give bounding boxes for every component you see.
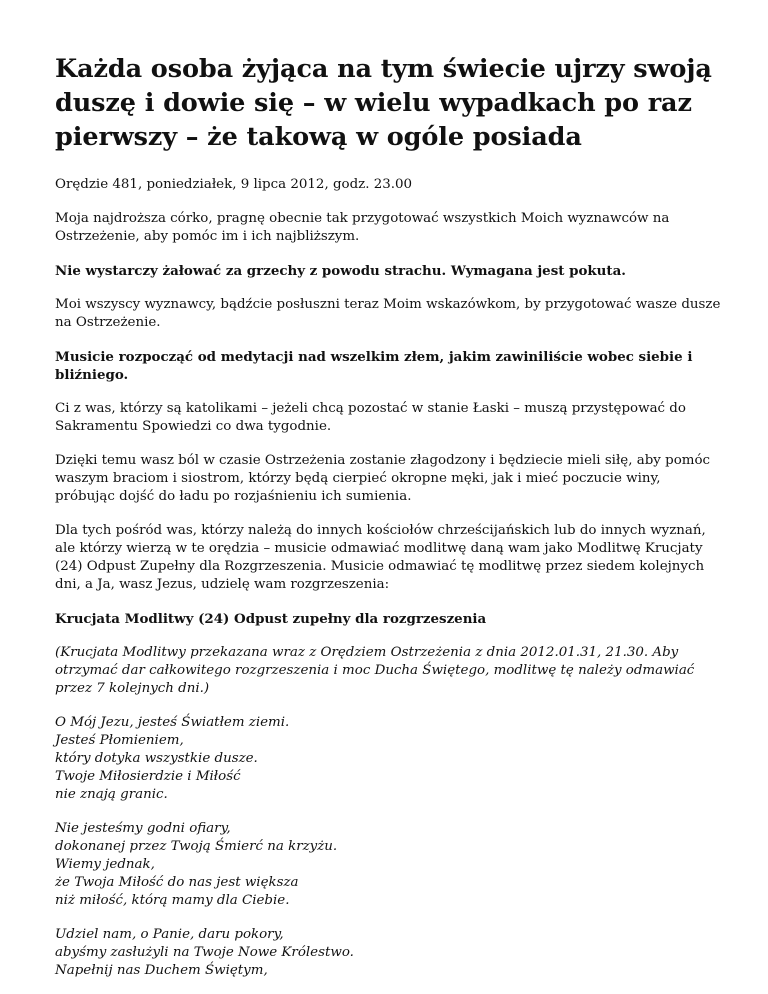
prayer-line: Jesteś Płomieniem, — [55, 733, 184, 748]
document-page — [55, 52, 723, 980]
prayer-line: Udziel nam, o Panie, daru pokory, — [55, 927, 284, 942]
prayer-line: nie znają granic. — [55, 787, 168, 802]
paragraph-1: Moja najdroższa córko, pragnę obecnie tak przygotować wszystkich Moich wyznawców na Ostrzeżenie, aby pomóc im i ich najbliższym. — [55, 211, 670, 244]
prayer-line: Wiemy jednak, — [55, 857, 155, 872]
prayer-line: abyśmy zasłużyli na Twoje Nowe Królestwo. — [55, 945, 354, 960]
prayer-stanza-1 — [55, 714, 723, 804]
prayer-line: Nie jesteśmy godni ofiary, — [55, 821, 231, 836]
paragraph-7: Dla tych pośród was, którzy należą do innych kościołów chrześcijańskich lub do innych wyznań, ale którzy wierzą w te orędzia – musicie odmawiać modlitwę daną wam jako Modlitwę Krucjaty (24) Odpust Zupełny dla Rozgrzeszenia. Musicie odmawiać tę modlitwę przez siedem kolejnych dni, a Ja, wasz Jezus, udzielę wam rozgrzeszenia: — [55, 523, 706, 592]
paragraph-5: Ci z was, którzy są katolikami – jeżeli chcą pozostać w stanie Łaski – muszą przystępować do Sakramentu Spowiedzi co dwa tygodnie. — [55, 401, 686, 434]
prayer-line: Napełnij nas Duchem Świętym, — [55, 963, 268, 978]
prayer-heading: Krucjata Modlitwy (24) Odpust zupełny dla rozgrzeszenia — [55, 611, 487, 627]
paragraph-2-bold: Nie wystarczy żałować za grzechy z powodu strachu. Wymagana jest pokuta. — [55, 263, 626, 279]
paragraph-4-bold: Musicie rozpocząć od medytacji nad wszelkim złem, jakim zawiniliście wobec siebie i bliźniego. — [55, 349, 693, 383]
paragraph-6: Dzięki temu wasz ból w czasie Ostrzeżenia zostanie złagodzony i będziecie mieli siłę, aby pomóc waszym braciom i siostrom, którzy będą cierpieć okropne męki, jak i mieć poczucie winy, próbując dojść do ładu po rozjaśnieniu ich sumienia. — [55, 453, 711, 504]
page-title: Każda osoba żyjąca na tym świecie ujrzy swoją duszę i dowie się – w wielu wypadkach po raz pierwszy – że takową w ogóle posiada — [55, 54, 712, 152]
prayer-line: że Twoja Miłość do nas jest większa — [55, 875, 299, 890]
message-meta: Orędzie 481, poniedziałek, 9 lipca 2012, godz. 23.00 — [55, 177, 413, 192]
prayer-line: Twoje Miłosierdzie i Miłość — [55, 769, 241, 784]
prayer-note: (Krucjata Modlitwy przekazana wraz z Orędziem Ostrzeżenia z dnia 2012.01.31, 21.30. Aby otrzymać dar całkowitego rozgrzeszenia i moc Ducha Świętego, modlitwę tę należy odmawiać przez 7 kolejnych dni.) — [55, 645, 695, 696]
prayer-line: dokonanej przez Twoją Śmierć na krzyżu. — [55, 839, 338, 854]
prayer-stanza-2 — [55, 820, 723, 910]
prayer-line: niż miłość, którą mamy dla Ciebie. — [55, 893, 290, 908]
paragraph-3: Moi wszyscy wyznawcy, bądźcie posłuszni teraz Moim wskazówkom, by przygotować wasze dusze na Ostrzeżenie. — [55, 297, 721, 330]
prayer-line: O Mój Jezu, jesteś Światłem ziemi. — [55, 715, 290, 730]
prayer-stanza-3 — [55, 926, 723, 980]
prayer-line: który dotyka wszystkie dusze. — [55, 751, 258, 766]
